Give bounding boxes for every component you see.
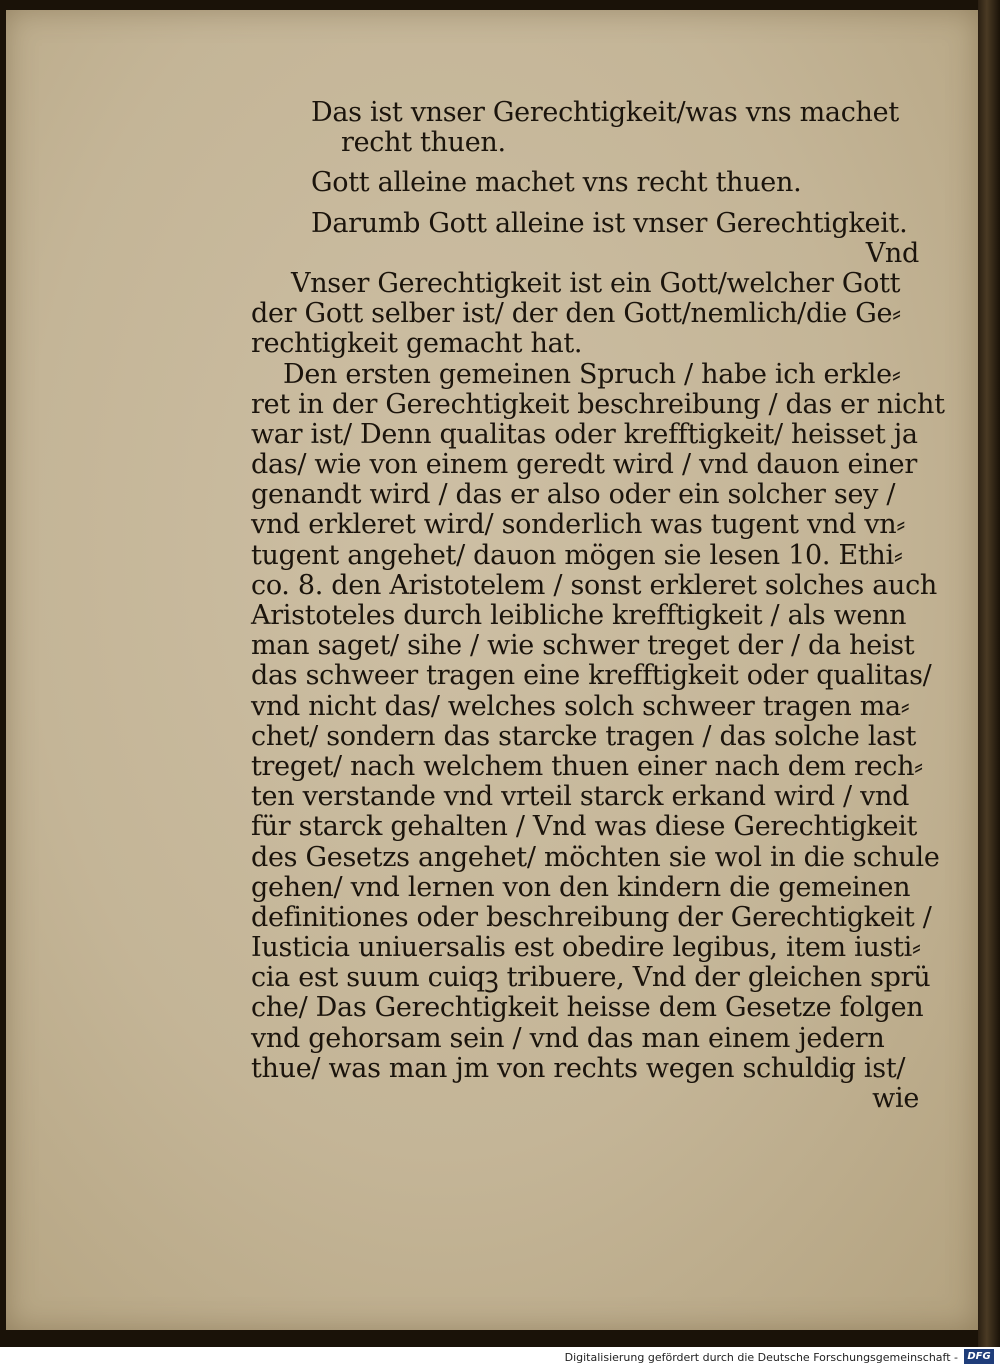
- text-line: che/ Das Gerechtigkeit heisse dem Gesetze folgen: [251, 992, 924, 1024]
- text-line: des Gesetzs angehet/ möchten sie wol in die schule: [251, 841, 940, 873]
- book-spine-edge: [978, 0, 1000, 1347]
- text-line: tugent angehet/ dauon mögen sie lesen 10. Ethi⸗: [251, 539, 903, 571]
- funding-credit: Digitalisierung gefördert durch die Deutsche Forschungsgemeinschaft -: [564, 1351, 958, 1364]
- text-line: Den ersten gemeinen Spruch / habe ich erkle⸗: [283, 358, 901, 390]
- catchword: wie: [872, 1083, 919, 1114]
- text-line: vnd gehorsam sein / vnd das man einem jedern: [251, 1022, 885, 1054]
- text-line: treget/ nach welchem thuen einer nach dem rech⸗: [251, 750, 923, 782]
- dfg-logo-icon: DFG: [964, 1349, 994, 1364]
- text-line: ten verstande vnd vrteil starck erkand wird / vnd: [251, 781, 910, 813]
- text-line: genandt wird / das er also oder ein solcher sey /: [251, 479, 896, 511]
- page-text: [251, 97, 945, 1114]
- text-line: Iusticia uniuersalis est obedire legibus, item iusti⸗: [251, 932, 921, 964]
- text-line: Darumb Gott alleine ist vnser Gerechtigkeit.: [311, 207, 908, 239]
- text-line: war ist/ Denn qualitas oder krefftigkeit/ heisset ja: [251, 418, 918, 450]
- text-line: vnd erkleret wird/ sonderlich was tugent vnd vn⸗: [251, 509, 906, 541]
- text-line: Gott alleine machet vns recht thuen.: [311, 167, 802, 199]
- text-line: ret in der Gerechtigkeit beschreibung / das er nicht: [251, 388, 945, 420]
- text-line: Aristoteles durch leibliche krefftigkeit / als wenn: [251, 600, 907, 631]
- digitization-footer: [0, 1347, 1000, 1367]
- text-line: Das ist vnser Gerechtigkeit/was vns machet: [311, 97, 899, 128]
- text-line: rechtigkeit gemacht hat.: [251, 328, 583, 360]
- text-line: man saget/ sihe / wie schwer treget der / da heist: [251, 630, 915, 662]
- text-line: gehen/ vnd lernen von den kindern die gemeinen: [251, 871, 911, 903]
- text-line: definitiones oder beschreibung der Gerechtigkeit /: [251, 901, 932, 933]
- text-line: der Gott selber ist/ der den Gott/nemlich/die Ge⸗: [251, 298, 901, 330]
- text-line: cia est suum cuiqꝫ tribuere, Vnd der gleichen sprü: [251, 962, 931, 994]
- text-line: das schweer tragen eine krefftigkeit oder qualitas/: [251, 660, 932, 692]
- text-line: co. 8. den Aristotelem / sonst erkleret solches auch: [251, 569, 937, 601]
- text-line: für starck gehalten / Vnd was diese Gerechtigkeit: [251, 811, 918, 843]
- text-line: das/ wie von einem geredt wird / vnd dauon einer: [251, 449, 917, 481]
- text-line: thue/ was man jm von rechts wegen schuldig ist/: [251, 1052, 906, 1084]
- text-line: vnd nicht das/ welches solch schweer tragen ma⸗: [251, 690, 910, 722]
- text-line: Vnser Gerechtigkeit ist ein Gott/welcher Gott: [291, 267, 901, 299]
- text-line: chet/ sondern das starcke tragen / das solche last: [251, 720, 917, 752]
- book-page: [6, 10, 984, 1330]
- text-line: recht thuen.: [341, 127, 506, 159]
- text-line: Vnd: [865, 237, 919, 269]
